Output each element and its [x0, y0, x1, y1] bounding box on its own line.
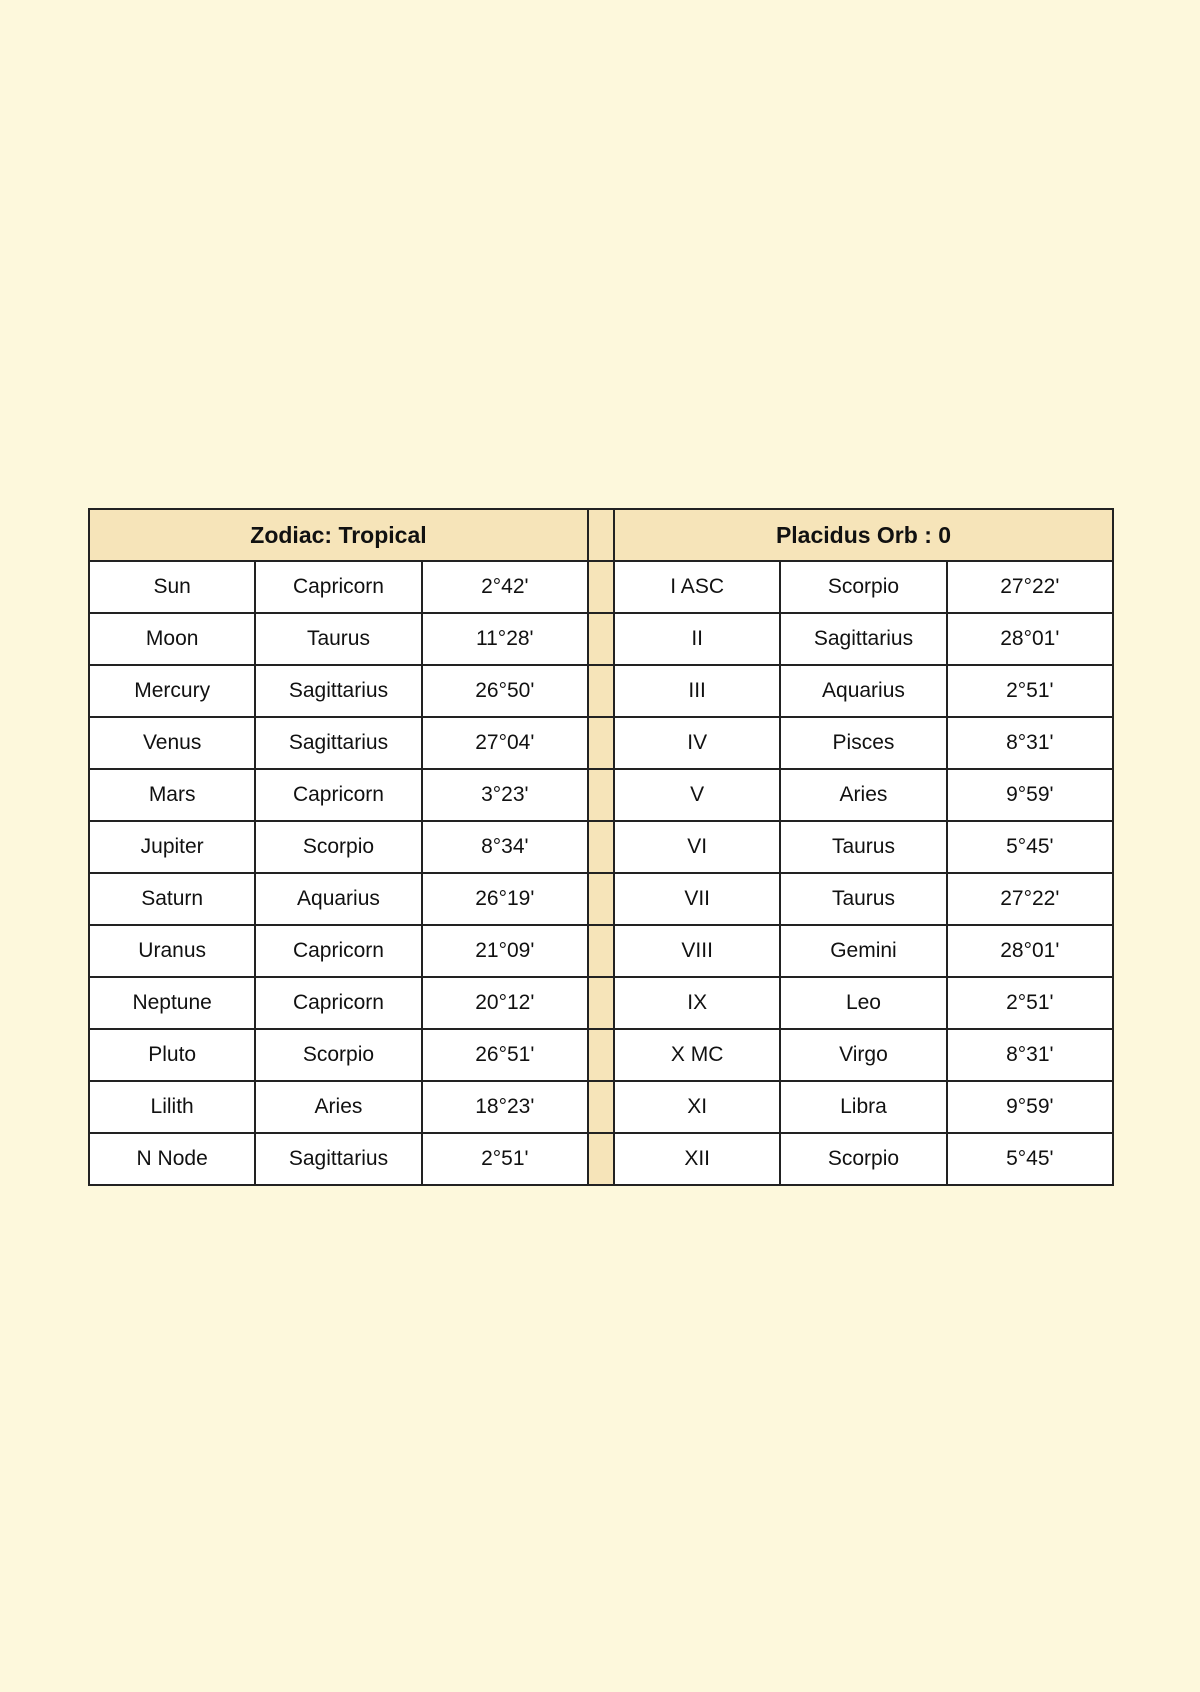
- table-row: [89, 977, 1113, 1029]
- planet-name-cell: Lilith: [89, 1081, 255, 1133]
- planet-name-cell: Pluto: [89, 1029, 255, 1081]
- planet-sign-cell: Capricorn: [255, 925, 421, 977]
- house-sign-cell: Sagittarius: [780, 613, 946, 665]
- separator-cell: [588, 821, 614, 873]
- house-name-cell: IX: [614, 977, 780, 1029]
- house-sign-cell: Libra: [780, 1081, 946, 1133]
- header-row: [89, 509, 1113, 561]
- planet-degree-cell: 2°51': [422, 1133, 588, 1185]
- separator-cell: [588, 1081, 614, 1133]
- planet-sign-cell: Aries: [255, 1081, 421, 1133]
- planet-sign-cell: Aquarius: [255, 873, 421, 925]
- planet-degree-cell: 3°23': [422, 769, 588, 821]
- house-name-cell: VII: [614, 873, 780, 925]
- house-degree-cell: 27°22': [947, 561, 1113, 613]
- house-sign-cell: Taurus: [780, 873, 946, 925]
- house-degree-cell: 28°01': [947, 925, 1113, 977]
- separator-cell: [588, 561, 614, 613]
- house-degree-cell: 27°22': [947, 873, 1113, 925]
- planet-name-cell: Uranus: [89, 925, 255, 977]
- house-sign-cell: Scorpio: [780, 561, 946, 613]
- house-name-cell: I ASC: [614, 561, 780, 613]
- house-name-cell: II: [614, 613, 780, 665]
- house-sign-cell: Leo: [780, 977, 946, 1029]
- table-row: [89, 561, 1113, 613]
- planet-degree-cell: 18°23': [422, 1081, 588, 1133]
- planet-name-cell: Neptune: [89, 977, 255, 1029]
- table-row: [89, 1081, 1113, 1133]
- house-degree-cell: 2°51': [947, 665, 1113, 717]
- house-degree-cell: 8°31': [947, 1029, 1113, 1081]
- zodiac-header: Zodiac: Tropical: [89, 509, 588, 561]
- house-degree-cell: 9°59': [947, 1081, 1113, 1133]
- house-degree-cell: 8°31': [947, 717, 1113, 769]
- planet-sign-cell: Sagittarius: [255, 717, 421, 769]
- house-degree-cell: 5°45': [947, 821, 1113, 873]
- planet-degree-cell: 27°04': [422, 717, 588, 769]
- planet-degree-cell: 26°19': [422, 873, 588, 925]
- separator-cell: [588, 873, 614, 925]
- planet-sign-cell: Taurus: [255, 613, 421, 665]
- separator-cell: [588, 1029, 614, 1081]
- planet-degree-cell: 26°50': [422, 665, 588, 717]
- separator-cell: [588, 613, 614, 665]
- separator-cell: [588, 665, 614, 717]
- planet-name-cell: Jupiter: [89, 821, 255, 873]
- house-name-cell: VIII: [614, 925, 780, 977]
- house-name-cell: X MC: [614, 1029, 780, 1081]
- natal-chart-table: [88, 508, 1114, 1186]
- house-name-cell: IV: [614, 717, 780, 769]
- planet-name-cell: Saturn: [89, 873, 255, 925]
- planet-sign-cell: Capricorn: [255, 977, 421, 1029]
- planet-name-cell: Moon: [89, 613, 255, 665]
- planet-sign-cell: Capricorn: [255, 769, 421, 821]
- table-row: [89, 1029, 1113, 1081]
- table-row: [89, 873, 1113, 925]
- planet-degree-cell: 11°28': [422, 613, 588, 665]
- planet-name-cell: Mars: [89, 769, 255, 821]
- planet-name-cell: Venus: [89, 717, 255, 769]
- house-degree-cell: 28°01': [947, 613, 1113, 665]
- planet-name-cell: Mercury: [89, 665, 255, 717]
- house-sign-cell: Aquarius: [780, 665, 946, 717]
- planet-sign-cell: Sagittarius: [255, 665, 421, 717]
- house-sign-cell: Gemini: [780, 925, 946, 977]
- table-row: [89, 665, 1113, 717]
- house-degree-cell: 9°59': [947, 769, 1113, 821]
- planet-sign-cell: Sagittarius: [255, 1133, 421, 1185]
- planet-name-cell: Sun: [89, 561, 255, 613]
- house-sign-cell: Aries: [780, 769, 946, 821]
- separator-cell: [588, 977, 614, 1029]
- table-row: [89, 1133, 1113, 1185]
- planet-degree-cell: 2°42': [422, 561, 588, 613]
- table-row: [89, 613, 1113, 665]
- house-sign-cell: Scorpio: [780, 1133, 946, 1185]
- table-row: [89, 717, 1113, 769]
- planet-name-cell: N Node: [89, 1133, 255, 1185]
- house-sign-cell: Pisces: [780, 717, 946, 769]
- house-sign-cell: Taurus: [780, 821, 946, 873]
- planet-degree-cell: 21°09': [422, 925, 588, 977]
- table-row: [89, 925, 1113, 977]
- house-name-cell: V: [614, 769, 780, 821]
- column-separator: [588, 509, 614, 561]
- separator-cell: [588, 717, 614, 769]
- separator-cell: [588, 925, 614, 977]
- house-name-cell: XII: [614, 1133, 780, 1185]
- house-sign-cell: Virgo: [780, 1029, 946, 1081]
- planet-degree-cell: 8°34': [422, 821, 588, 873]
- planet-degree-cell: 20°12': [422, 977, 588, 1029]
- planet-sign-cell: Scorpio: [255, 821, 421, 873]
- house-degree-cell: 5°45': [947, 1133, 1113, 1185]
- separator-cell: [588, 1133, 614, 1185]
- house-name-cell: III: [614, 665, 780, 717]
- house-name-cell: XI: [614, 1081, 780, 1133]
- table-row: [89, 769, 1113, 821]
- separator-cell: [588, 769, 614, 821]
- planet-sign-cell: Capricorn: [255, 561, 421, 613]
- planet-sign-cell: Scorpio: [255, 1029, 421, 1081]
- placidus-header: Placidus Orb : 0: [614, 509, 1113, 561]
- table-row: [89, 821, 1113, 873]
- house-name-cell: VI: [614, 821, 780, 873]
- planet-degree-cell: 26°51': [422, 1029, 588, 1081]
- house-degree-cell: 2°51': [947, 977, 1113, 1029]
